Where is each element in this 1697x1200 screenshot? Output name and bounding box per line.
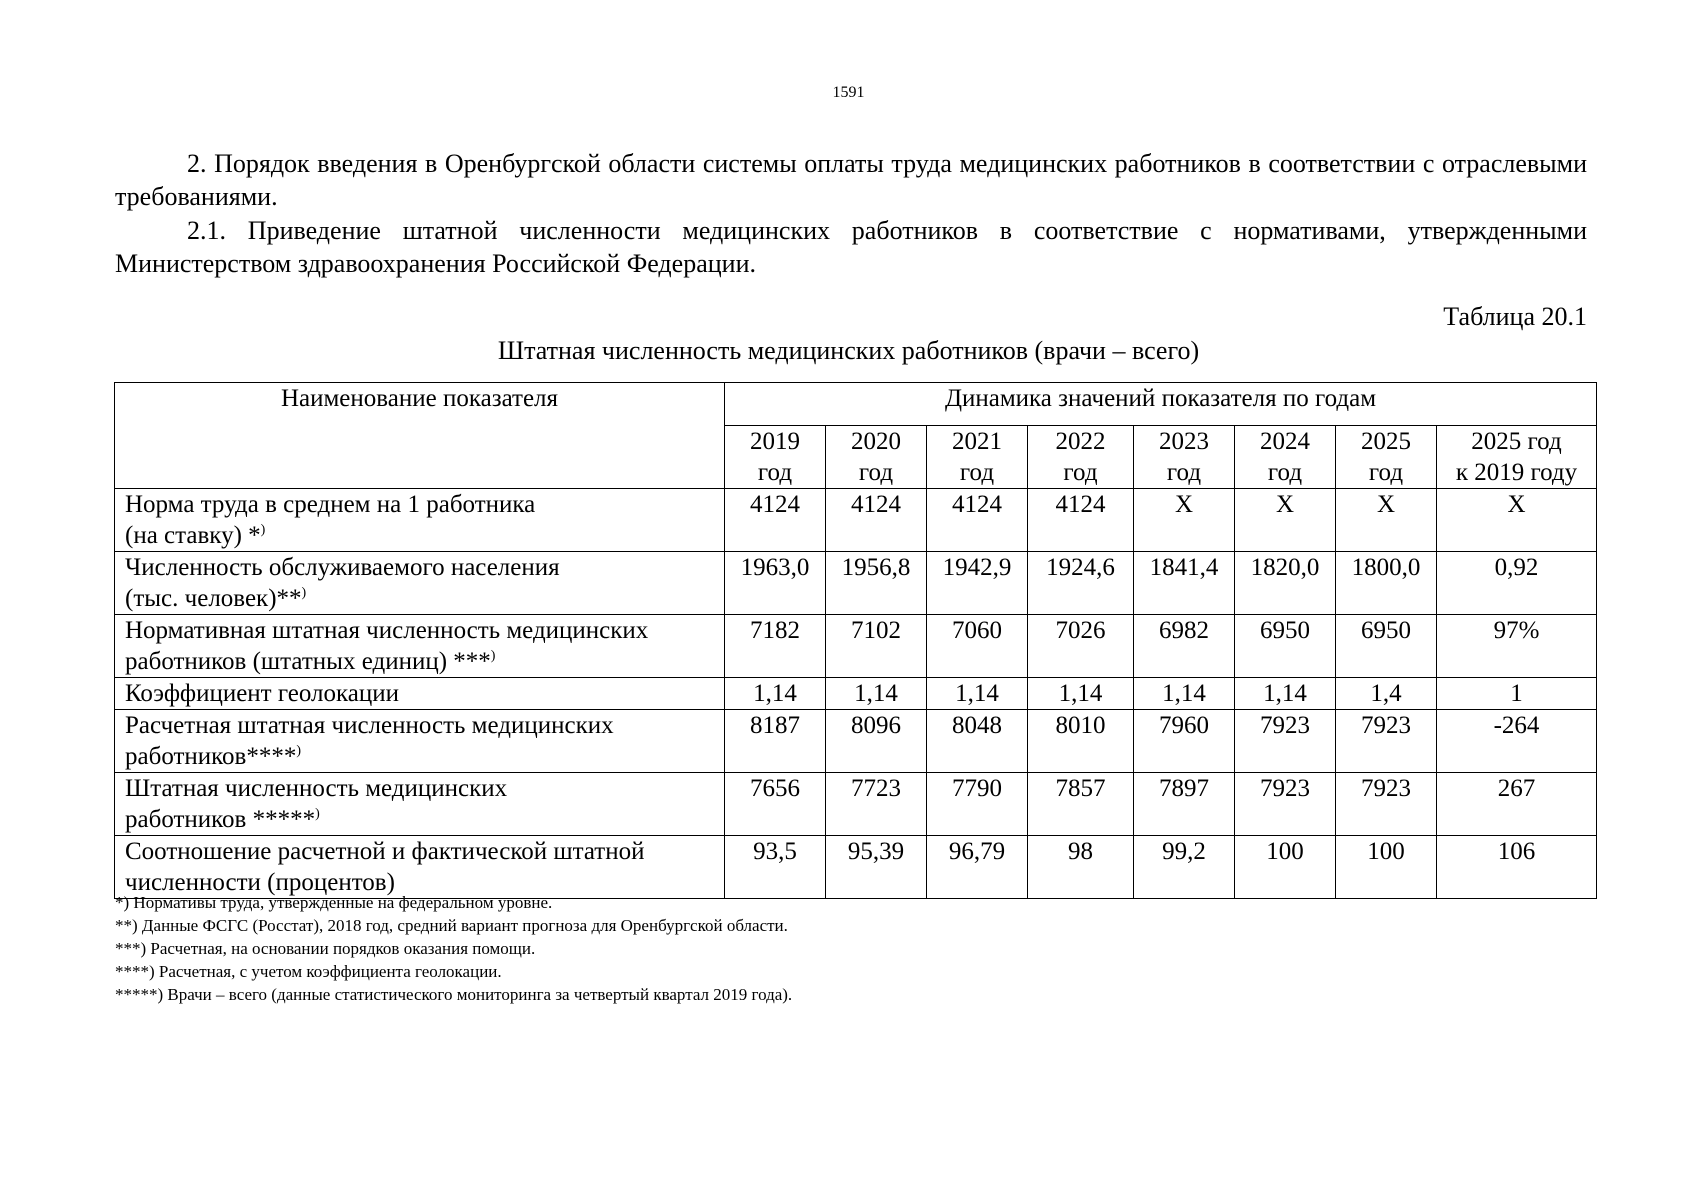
value-cell: Х [1336,489,1437,552]
value-cell: 7656 [725,773,826,836]
footnote-text: Данные ФСГС (Росстат), 2018 год, средний вариант прогноза для Оренбургской области. [137,916,788,935]
value-cell: 7923 [1336,773,1437,836]
footnote-mark: ) [301,585,307,601]
header-year [1028,426,1134,489]
indicator-name-line: Коэффициент геолокации [125,680,400,707]
value-cell: 0,92 [1437,552,1597,615]
indicator-name-line: Расчетная штатная численность медицинских [125,712,614,739]
value-cell: 98 [1028,836,1134,899]
page-number: 1591 [832,84,865,101]
footnote-text: Нормативы труда, утвержденные на федеральном уровне. [129,893,553,912]
indicator-name-line: Норма труда в среднем на 1 работника [125,491,536,518]
value-cell: 7102 [826,615,927,678]
value-cell: 100 [1235,836,1336,899]
value-cell: 6950 [1336,615,1437,678]
value-cell: 1942,9 [927,552,1028,615]
header-year-line: год [757,459,793,486]
footnote [115,914,1515,937]
value-cell: 1963,0 [725,552,826,615]
indicator-name-text: численности (процентов) [125,869,395,896]
footnote-mark: ) [260,522,266,538]
indicator-name [115,836,725,899]
value-cell: 1,14 [826,678,927,710]
value-cell: 1,14 [1235,678,1336,710]
value-cell: Х [1235,489,1336,552]
header-year-line: год [858,459,894,486]
value-cell: 7897 [1134,773,1235,836]
value-cell: 99,2 [1134,836,1235,899]
value-cell: 8010 [1028,710,1134,773]
header-year-line: 2020 [851,428,901,455]
indicator-name-text: (тыс. человек)** [125,585,302,612]
value-cell: 4124 [927,489,1028,552]
indicator-name [115,489,725,552]
header-year-line: к 2019 году [1455,459,1578,486]
table-row [115,552,1597,615]
value-cell: 7923 [1336,710,1437,773]
value-cell: 7026 [1028,615,1134,678]
value-cell: 1 [1437,678,1597,710]
value-cell: 4124 [725,489,826,552]
table-number: Таблица 20.1 [1443,302,1587,331]
header-year-line: год [959,459,995,486]
value-cell: 100 [1336,836,1437,899]
value-cell: 8187 [725,710,826,773]
value-cell: 96,79 [927,836,1028,899]
footnote [115,891,1515,914]
header-year-line: 2024 [1260,428,1310,455]
indicator-name-line: Соотношение расчетной и фактической штатной [125,838,645,865]
table-row [115,710,1597,773]
paragraph-1: 2. Порядок введения в Оренбургской области системы оплаты труда медицинских работников в соответствии с отраслевыми требованиями. [115,149,1587,211]
indicator-name [115,773,725,836]
staffing-table [114,382,1597,899]
value-cell: 8096 [826,710,927,773]
indicator-name-line [125,583,720,614]
value-cell: 6950 [1235,615,1336,678]
header-year-line: год [1063,459,1098,486]
indicator-name-line [125,804,720,835]
footnote-marker: ****) [115,962,155,981]
indicator-name-text: работников**** [125,743,297,770]
value-cell: 7182 [725,615,826,678]
footnote-marker: ***) [115,939,147,958]
value-cell: 267 [1437,773,1597,836]
value-cell: Х [1134,489,1235,552]
header-year-line: 2022 [1055,428,1106,455]
footnote-marker: *) [115,893,130,912]
value-cell: 1,14 [927,678,1028,710]
value-cell: Х [1437,489,1597,552]
table-row [115,678,1597,710]
indicator-name-line [125,520,720,551]
value-cell: 1956,8 [826,552,927,615]
table-row [115,489,1597,552]
header-year [826,426,927,489]
value-cell: 1,14 [1134,678,1235,710]
indicator-name-text: работников (штатных единиц) *** [125,648,491,675]
table-row [115,615,1597,678]
value-cell: 106 [1437,836,1597,899]
indicator-name-line: Численность обслуживаемого населения [125,554,560,581]
value-cell: 97% [1437,615,1597,678]
value-cell: 7790 [927,773,1028,836]
paragraph-2: 2.1. Приведение штатной численности медицинских работников в соответствие с нормативами, утвержденными Министерством здравоохранения Российской Федерации. [115,216,1587,278]
header-year-line: 2025 год [1471,428,1562,455]
value-cell: 1,4 [1336,678,1437,710]
header-year-line: год [1166,459,1202,486]
header-year-line: 2019 [750,428,800,455]
header-year [725,426,826,489]
value-cell: 7857 [1028,773,1134,836]
footnote [115,983,1515,1006]
indicator-name-text: работников ***** [125,806,316,833]
value-cell: 1820,0 [1235,552,1336,615]
footnote-text: Расчетная, на основании порядков оказания помощи. [146,939,536,958]
header-indicator-name: Наименование показателя [115,383,725,489]
header-year-line: 2023 [1159,428,1209,455]
value-cell: 95,39 [826,836,927,899]
value-cell: 7923 [1235,773,1336,836]
header-year [1437,426,1597,489]
value-cell: 1841,4 [1134,552,1235,615]
footnote-marker: *****) [115,985,164,1004]
footnote [115,960,1515,983]
header-year [1134,426,1235,489]
value-cell: 93,5 [725,836,826,899]
value-cell: 6982 [1134,615,1235,678]
value-cell: -264 [1437,710,1597,773]
value-cell: 1,14 [725,678,826,710]
header-year [927,426,1028,489]
value-cell: 4124 [826,489,927,552]
indicator-name [115,552,725,615]
value-cell: 1800,0 [1336,552,1437,615]
header-year-line: 2021 [952,428,1002,455]
footnotes [115,891,1515,1006]
footnote-text: Врачи – всего (данные статистического мониторинга за четвертый квартал 2019 года). [163,985,793,1004]
header-year-line: год [1368,459,1404,486]
value-cell: 7723 [826,773,927,836]
footnote-mark: ) [296,743,302,759]
value-cell: 7923 [1235,710,1336,773]
table-title: Штатная численность медицинских работников (врачи – всего) [497,336,1200,365]
footnote [115,937,1515,960]
header-year-line: 2025 [1361,428,1411,455]
footnote-marker: **) [115,916,138,935]
indicator-name-line: Нормативная штатная численность медицинских [125,617,649,644]
header-year [1336,426,1437,489]
indicator-name [115,678,725,710]
indicator-name [115,710,725,773]
value-cell: 8048 [927,710,1028,773]
indicator-name-text: (на ставку) * [125,522,261,549]
value-cell: 1924,6 [1028,552,1134,615]
footnote-mark: ) [490,648,496,664]
header-dynamics: Динамика значений показателя по годам [725,383,1597,426]
indicator-name [115,615,725,678]
header-year [1235,426,1336,489]
value-cell: 4124 [1028,489,1134,552]
header-year-line: год [1267,459,1303,486]
indicator-name-line [125,741,720,772]
indicator-name-line: Штатная численность медицинских [125,775,508,802]
table-row [115,836,1597,899]
footnote-mark: ) [315,806,320,822]
value-cell: 7960 [1134,710,1235,773]
table-row [115,773,1597,836]
indicator-name-line [125,646,720,677]
value-cell: 1,14 [1028,678,1134,710]
footnote-text: Расчетная, с учетом коэффициента геолокации. [154,962,502,981]
value-cell: 7060 [927,615,1028,678]
